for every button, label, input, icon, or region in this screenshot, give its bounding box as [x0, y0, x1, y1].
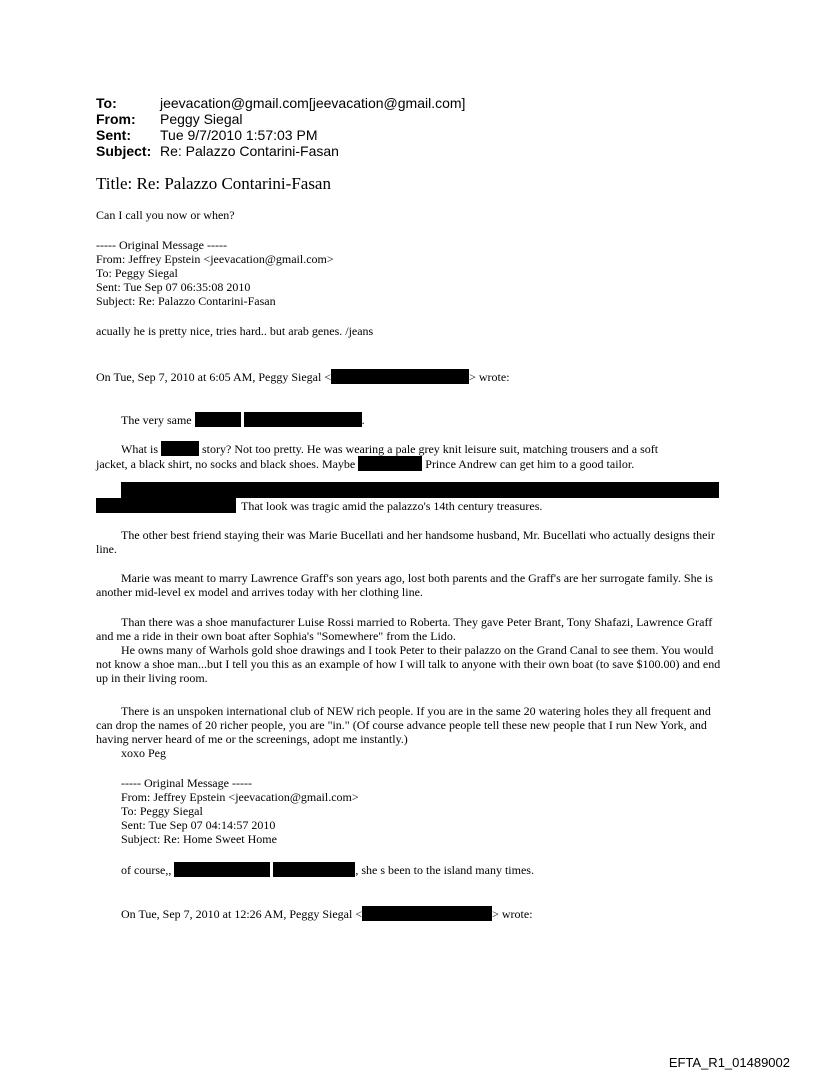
- shoe-paragraph: Than there was a shoe manufacturer Luise Rossi married to Roberta. They gave Peter Brant, Tony Shafazi, Lawrence Graff and me a ride in their own boat after Sophia's "Somewhere" from the Lido.: [96, 615, 713, 643]
- sent-label: Sent:: [96, 127, 131, 143]
- subject-label: Subject:: [96, 143, 152, 159]
- club-paragraph: There is an unspoken international club of NEW rich people. If you are in the same 20 watering holes they all frequent and can drop the names of 20 richer people, you are "in." (Of course advance people tell these new people that I run New York, and having nerver heard of me or the screenings, adopt me instantly.): [96, 704, 711, 746]
- orig2-separator: ----- Original Message -----: [121, 776, 252, 790]
- jacket-text: jacket, a black shirt, no socks and black shoes. Maybe: [96, 457, 356, 471]
- very-same-line: [121, 412, 365, 427]
- of-course-line: [121, 862, 534, 877]
- jacket-rest: Prince Andrew can get him to a good tailor.: [425, 457, 635, 471]
- what-is-text: What is: [121, 442, 158, 456]
- orig2-to: To: Peggy Siegal: [121, 804, 203, 818]
- document-title: Title: Re: Palazzo Contarini-Fasan: [96, 174, 331, 193]
- email-header: [96, 95, 465, 159]
- quote2-prefix: On Tue, Sep 7, 2010 at 12:26 AM, Peggy Siegal <: [121, 907, 363, 921]
- orig2-from: From: Jeffrey Epstein <jeevacation@gmail.com>: [121, 790, 359, 804]
- header-to-row: [96, 95, 465, 111]
- redaction-box: [358, 456, 422, 471]
- document-id-footer: EFTA_R1_01489002: [668, 1055, 790, 1070]
- orig1-sent: Sent: Tue Sep 07 06:35:08 2010: [96, 280, 251, 294]
- quote2-suffix: > wrote:: [492, 907, 533, 921]
- best-friend-paragraph: The other best friend staying their was Marie Bucellati and her handsome husband, Mr. Bucellati who actually designs their line.: [96, 528, 715, 556]
- orig2-subject: Subject: Re: Home Sweet Home: [121, 832, 277, 846]
- intro-line: Can I call you now or when?: [96, 208, 235, 222]
- redaction-box: [273, 862, 355, 877]
- orig1-from: From: Jeffrey Epstein <jeevacation@gmail.com>: [96, 252, 334, 266]
- to-value: jeevacation@gmail.com[jeevacation@gmail.com]: [160, 95, 466, 111]
- header-from-row: [96, 111, 465, 127]
- reply1-line: acually he is pretty nice, tries hard.. but arab genes. /jeans: [96, 324, 374, 338]
- orig1-to: To: Peggy Siegal: [96, 266, 178, 280]
- quote1-line: [96, 369, 510, 384]
- header-subject-row: [96, 143, 465, 159]
- orig2-sent: Sent: Tue Sep 07 04:14:57 2010: [121, 818, 276, 832]
- orig1-separator: ----- Original Message -----: [96, 238, 227, 252]
- redaction-box: [174, 862, 270, 877]
- subject-value: Re: Palazzo Contarini-Fasan: [160, 143, 339, 159]
- redaction-box: [331, 369, 469, 384]
- of-course-rest: , she s been to the island many times.: [355, 863, 534, 877]
- signoff: xoxo Peg: [121, 746, 166, 760]
- very-same-end: .: [361, 413, 365, 427]
- redaction-box: [195, 412, 241, 427]
- redaction-box: [161, 441, 199, 456]
- jacket-line: [96, 456, 634, 471]
- very-same-text: The very same: [121, 413, 192, 427]
- sent-value: Tue 9/7/2010 1:57:03 PM: [160, 127, 318, 143]
- header-sent-row: [96, 127, 465, 143]
- from-value: Peggy Siegal: [160, 111, 243, 127]
- redaction-bar: [121, 482, 719, 498]
- quote1-suffix: > wrote:: [469, 370, 510, 384]
- tragic-line: That look was tragic amid the palazzo's 14th century treasures.: [241, 499, 543, 513]
- to-label: To:: [96, 95, 117, 111]
- redaction-box: [362, 906, 492, 921]
- marie-paragraph: Marie was meant to marry Lawrence Graff's son years ago, lost both parents and the Graff's are her surrogate family. She is another mid-level ex model and arrives today with her clothing line.: [96, 571, 713, 599]
- orig1-subject: Subject: Re: Palazzo Contarini-Fasan: [96, 294, 276, 308]
- quote2-line: [121, 906, 533, 921]
- from-label: From:: [96, 111, 136, 127]
- what-is-rest: story? Not too pretty. He was wearing a pale grey knit leisure suit, matching trousers and a soft: [202, 442, 659, 456]
- warhol-paragraph: He owns many of Warhols gold shoe drawings and I took Peter to their palazzo on the Grand Canal to see them. You would not know a shoe man...but I tell you this as an example of how I will talk to anyone with their own boat (to save $100.00) and end up in their living room.: [96, 643, 721, 685]
- quote1-prefix: On Tue, Sep 7, 2010 at 6:05 AM, Peggy Siegal <: [96, 370, 332, 384]
- what-is-line: [121, 441, 658, 456]
- redaction-box: [244, 412, 362, 427]
- of-course-text: of course,,: [121, 863, 172, 877]
- redaction-bar: [96, 498, 236, 513]
